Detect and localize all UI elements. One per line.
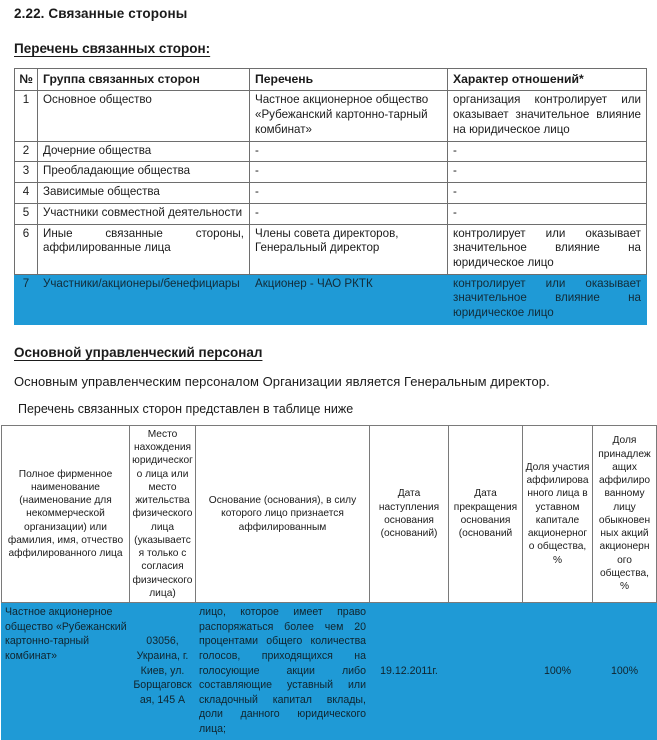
cell-num: 6 xyxy=(15,224,38,274)
cell-group: Участники/акционеры/бенефициары xyxy=(38,274,250,324)
cell-date-end xyxy=(449,603,523,739)
table-row[interactable] xyxy=(15,183,647,204)
column-header-name: Полное фирменное наименование (наименование для некоммерческой организации) или фамилия, имя, отчество аффилированного лица xyxy=(2,425,130,602)
cell-group: Преобладающие общества xyxy=(38,162,250,183)
cell-num: 2 xyxy=(15,141,38,162)
table-row[interactable] xyxy=(15,203,647,224)
cell-relation: организация контролирует или оказывает значительное влияние на юридическое лицо xyxy=(448,91,647,141)
cell-list: Частное акционерное общество «Рубежанский картонно-тарный комбинат» xyxy=(250,91,448,141)
cell-num: 5 xyxy=(15,203,38,224)
column-header-date-end: Дата прекращения основания (оснований xyxy=(449,425,523,602)
cell-group: Иные связанные стороны, аффилированные лица xyxy=(38,224,250,274)
page-title: 2.22. Связанные стороны xyxy=(14,6,188,21)
cell-basis: лицо, которое имеет право распоряжаться более чем 20 процентами общего количества голосов, приходящихся на голосующие акции либо составляющие уставный или складочный капитал вклады, доли данного юридического лица; xyxy=(196,603,370,739)
column-header-share-shares: Доля принадлеж ащих аффилиро ванному лицу обыкновен ных акций акционерн ого общества, % xyxy=(593,425,657,602)
column-header-num: № xyxy=(15,69,38,91)
cell-num: 7 xyxy=(15,274,38,324)
table-header-row xyxy=(2,425,657,602)
cell-list: - xyxy=(250,183,448,204)
cell-relation: - xyxy=(448,141,647,162)
column-header-location: Место нахождения юридическог о лица или место жительства физического лица (указываетс я только с согласия физического лица) xyxy=(130,425,196,602)
cell-num: 4 xyxy=(15,183,38,204)
cell-relation: - xyxy=(448,162,647,183)
cell-num: 3 xyxy=(15,162,38,183)
table-row-selected[interactable] xyxy=(2,603,657,739)
cell-location: 03056, Украина, г. Киев, ул. Борщаговская, 145 А xyxy=(130,603,196,739)
column-header-share-capital: Доля участия аффилирова нного лица в уставном капитале акционерног о общества, % xyxy=(523,425,593,602)
cell-group: Дочерние общества xyxy=(38,141,250,162)
cell-list: - xyxy=(250,203,448,224)
cell-group: Участники совместной деятельности xyxy=(38,203,250,224)
table-header-row xyxy=(15,69,647,91)
cell-group: Зависимые общества xyxy=(38,183,250,204)
cell-group: Основное общество xyxy=(38,91,250,141)
table-row[interactable] xyxy=(15,141,647,162)
affiliated-persons-table xyxy=(1,425,657,740)
table-row[interactable] xyxy=(15,91,647,141)
cell-list: - xyxy=(250,162,448,183)
table-row[interactable] xyxy=(15,224,647,274)
cell-relation: контролирует или оказывает значительное влияние на юридическое лицо xyxy=(448,274,647,324)
cell-list: - xyxy=(250,141,448,162)
document-page xyxy=(0,6,657,735)
key-management-heading: Основной управленческий персонал xyxy=(14,344,263,360)
cell-list: Акционер - ЧАО РКТК xyxy=(250,274,448,324)
related-parties-table xyxy=(14,68,647,325)
related-parties-list-heading: Перечень связанных сторон: xyxy=(14,41,211,56)
column-header-date-start: Дата наступления основания (оснований) xyxy=(370,425,449,602)
column-header-basis: Основание (основания), в силу которого лицо признается аффилированным xyxy=(196,425,370,602)
cell-share-capital: 100% xyxy=(523,603,593,739)
cell-num: 1 xyxy=(15,91,38,141)
column-header-list: Перечень xyxy=(250,69,448,91)
table-row[interactable] xyxy=(15,162,647,183)
cell-list: Члены совета директоров, Генеральный директор xyxy=(250,224,448,274)
cell-date-start: 19.12.2011г. xyxy=(370,603,449,739)
table-row-selected[interactable] xyxy=(15,274,647,324)
cell-share-shares: 100% xyxy=(593,603,657,739)
cell-relation: - xyxy=(448,183,647,204)
key-management-paragraph: Основным управленческим персоналом Организации является Генеральным директор. xyxy=(14,373,550,389)
column-header-group: Группа связанных сторон xyxy=(38,69,250,91)
cell-relation: - xyxy=(448,203,647,224)
column-header-relation: Характер отношений* xyxy=(448,69,647,91)
affiliated-table-lead: Перечень связанных сторон представлен в таблице ниже xyxy=(18,401,354,416)
cell-relation: контролирует или оказывает значительное влияние на юридическое лицо xyxy=(448,224,647,274)
cell-name: Частное акционерное общество «Рубежанский картонно-тарный комбинат» xyxy=(2,603,130,739)
